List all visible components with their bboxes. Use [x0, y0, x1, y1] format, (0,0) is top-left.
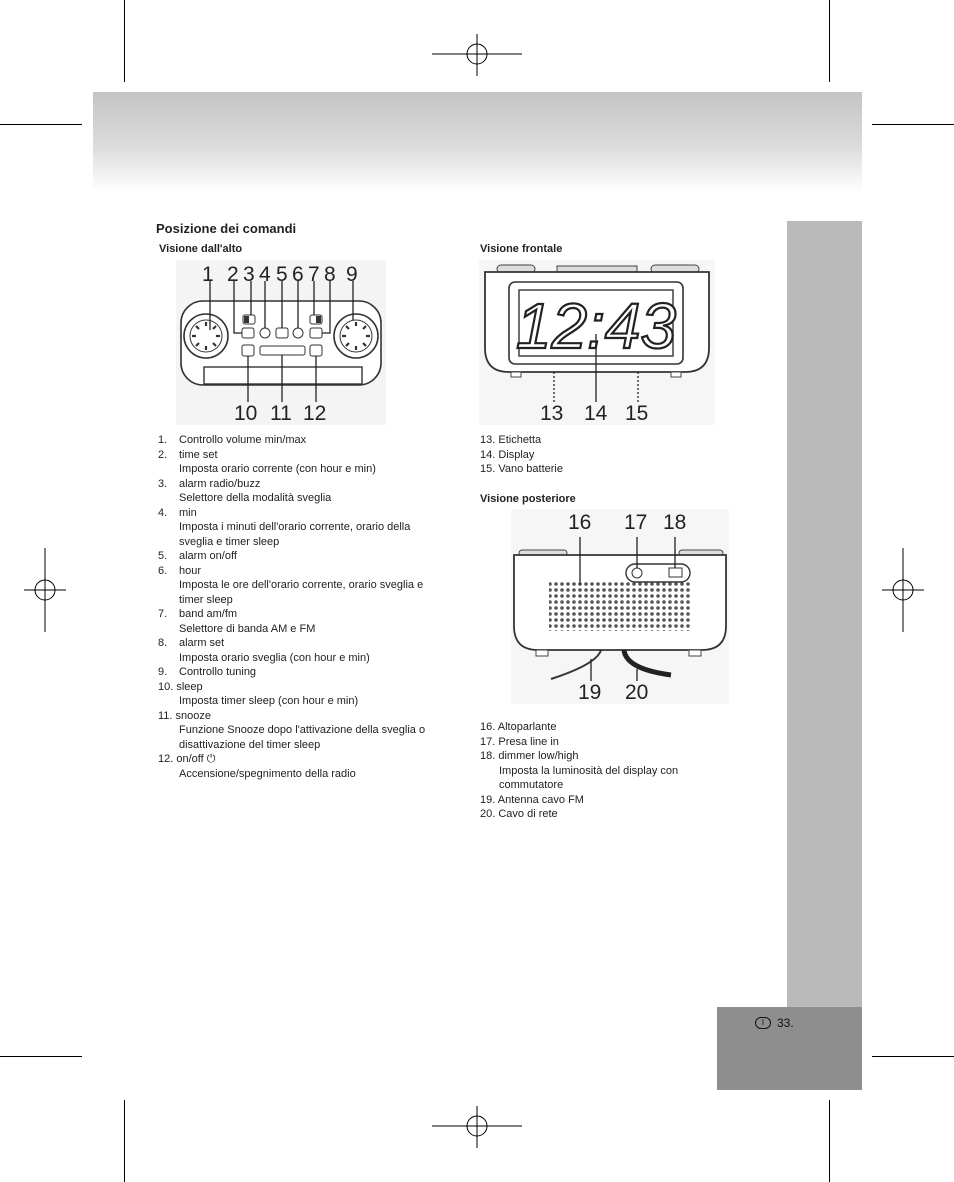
callout-5: 5 [276, 263, 288, 286]
list-item: 2. time set Imposta orario corrente (con hour e min) [158, 448, 376, 475]
list-item: 17. Presa line in [480, 735, 559, 748]
tuning-knob-icon [334, 314, 378, 358]
list-item: 20. Cavo di rete [480, 808, 558, 820]
callout-6: 6 [292, 263, 304, 286]
list-item: 19. Antenna cavo FM [480, 793, 584, 806]
callout-3: 3 [243, 263, 255, 286]
callout-8: 8 [324, 263, 336, 286]
rear-view-list [480, 720, 730, 822]
front-view-callouts [540, 402, 648, 425]
registration-mark-right [882, 548, 924, 632]
list-item: 12. on/off ⏻ Accensione/spegnimento della radio [158, 753, 356, 780]
callout-9: 9 [346, 263, 358, 286]
callout-15: 15 [625, 402, 649, 425]
callout-4: 4 [259, 263, 271, 286]
page-number-text: 33. [777, 1016, 794, 1030]
callout-2: 2 [227, 263, 239, 286]
list-item: 1. Controllo volume min/max [158, 434, 307, 446]
list-item: 16. Altoparlante [480, 721, 557, 733]
callout-12: 12 [303, 402, 327, 425]
callout-10: 10 [234, 402, 258, 425]
top-view-diagram [176, 260, 386, 425]
callout-13: 13 [540, 402, 564, 425]
list-item: 5. alarm on/off [158, 550, 237, 562]
registration-mark-left [24, 548, 66, 632]
page-number [755, 1016, 794, 1030]
volume-knob-icon [184, 314, 228, 358]
list-item: 13. Etichetta [480, 434, 542, 446]
top-view-subtitle: Visione dall'alto [159, 243, 243, 255]
rear-view-diagram [511, 509, 729, 704]
speaker-grille-icon [549, 582, 691, 631]
callout-17: 17 [624, 511, 648, 534]
list-item: 14. Display [480, 448, 535, 461]
front-view-subtitle: Visione frontale [480, 243, 563, 255]
front-view-list [480, 433, 730, 477]
list-item: 15. Vano batterie [480, 463, 563, 475]
callout-16: 16 [568, 511, 592, 534]
registration-mark-top [432, 34, 522, 76]
callout-1: 1 [202, 263, 214, 286]
list-item: 7. band am/fm Selettore di banda AM e FM [158, 608, 316, 635]
callout-18: 18 [663, 511, 687, 534]
side-tab-bar [787, 221, 862, 1007]
callout-14: 14 [584, 402, 608, 425]
list-item: 6. hour Imposta le ore dell'orario corrente, orario sveglia e timer sleep [158, 564, 424, 606]
list-item: 18. dimmer low/high Imposta la luminosità del display con commutatore [480, 750, 679, 791]
rear-view-subtitle: Visione posteriore [480, 493, 576, 505]
list-item: 10. sleep Imposta timer sleep (con hour e min) [158, 680, 359, 707]
list-item: 8. alarm set Imposta orario sveglia (con hour e min) [158, 637, 370, 664]
page-title: Posizione dei comandi [156, 221, 297, 236]
callout-11: 11 [270, 402, 292, 425]
callout-7: 7 [308, 263, 320, 286]
front-view-diagram [479, 260, 715, 425]
header-band [93, 92, 862, 192]
callout-19: 19 [578, 681, 602, 704]
top-view-list [158, 433, 443, 781]
list-item: 11. snooze Funzione Snooze dopo l'attivazione della sveglia o disattivazione del timer sleep [158, 709, 426, 751]
clock-display-digits: 12:43 [515, 290, 677, 362]
list-item: 9. Controllo tuning [158, 666, 257, 678]
registration-mark-bottom [432, 1106, 522, 1148]
language-badge: I [755, 1017, 771, 1029]
list-item: 3. alarm radio/buzz Selettore della modalità sveglia [158, 477, 332, 504]
callout-20: 20 [625, 681, 649, 704]
list-item: 4. min Imposta i minuti dell'orario corrente, orario della sveglia e timer sleep [158, 506, 411, 548]
